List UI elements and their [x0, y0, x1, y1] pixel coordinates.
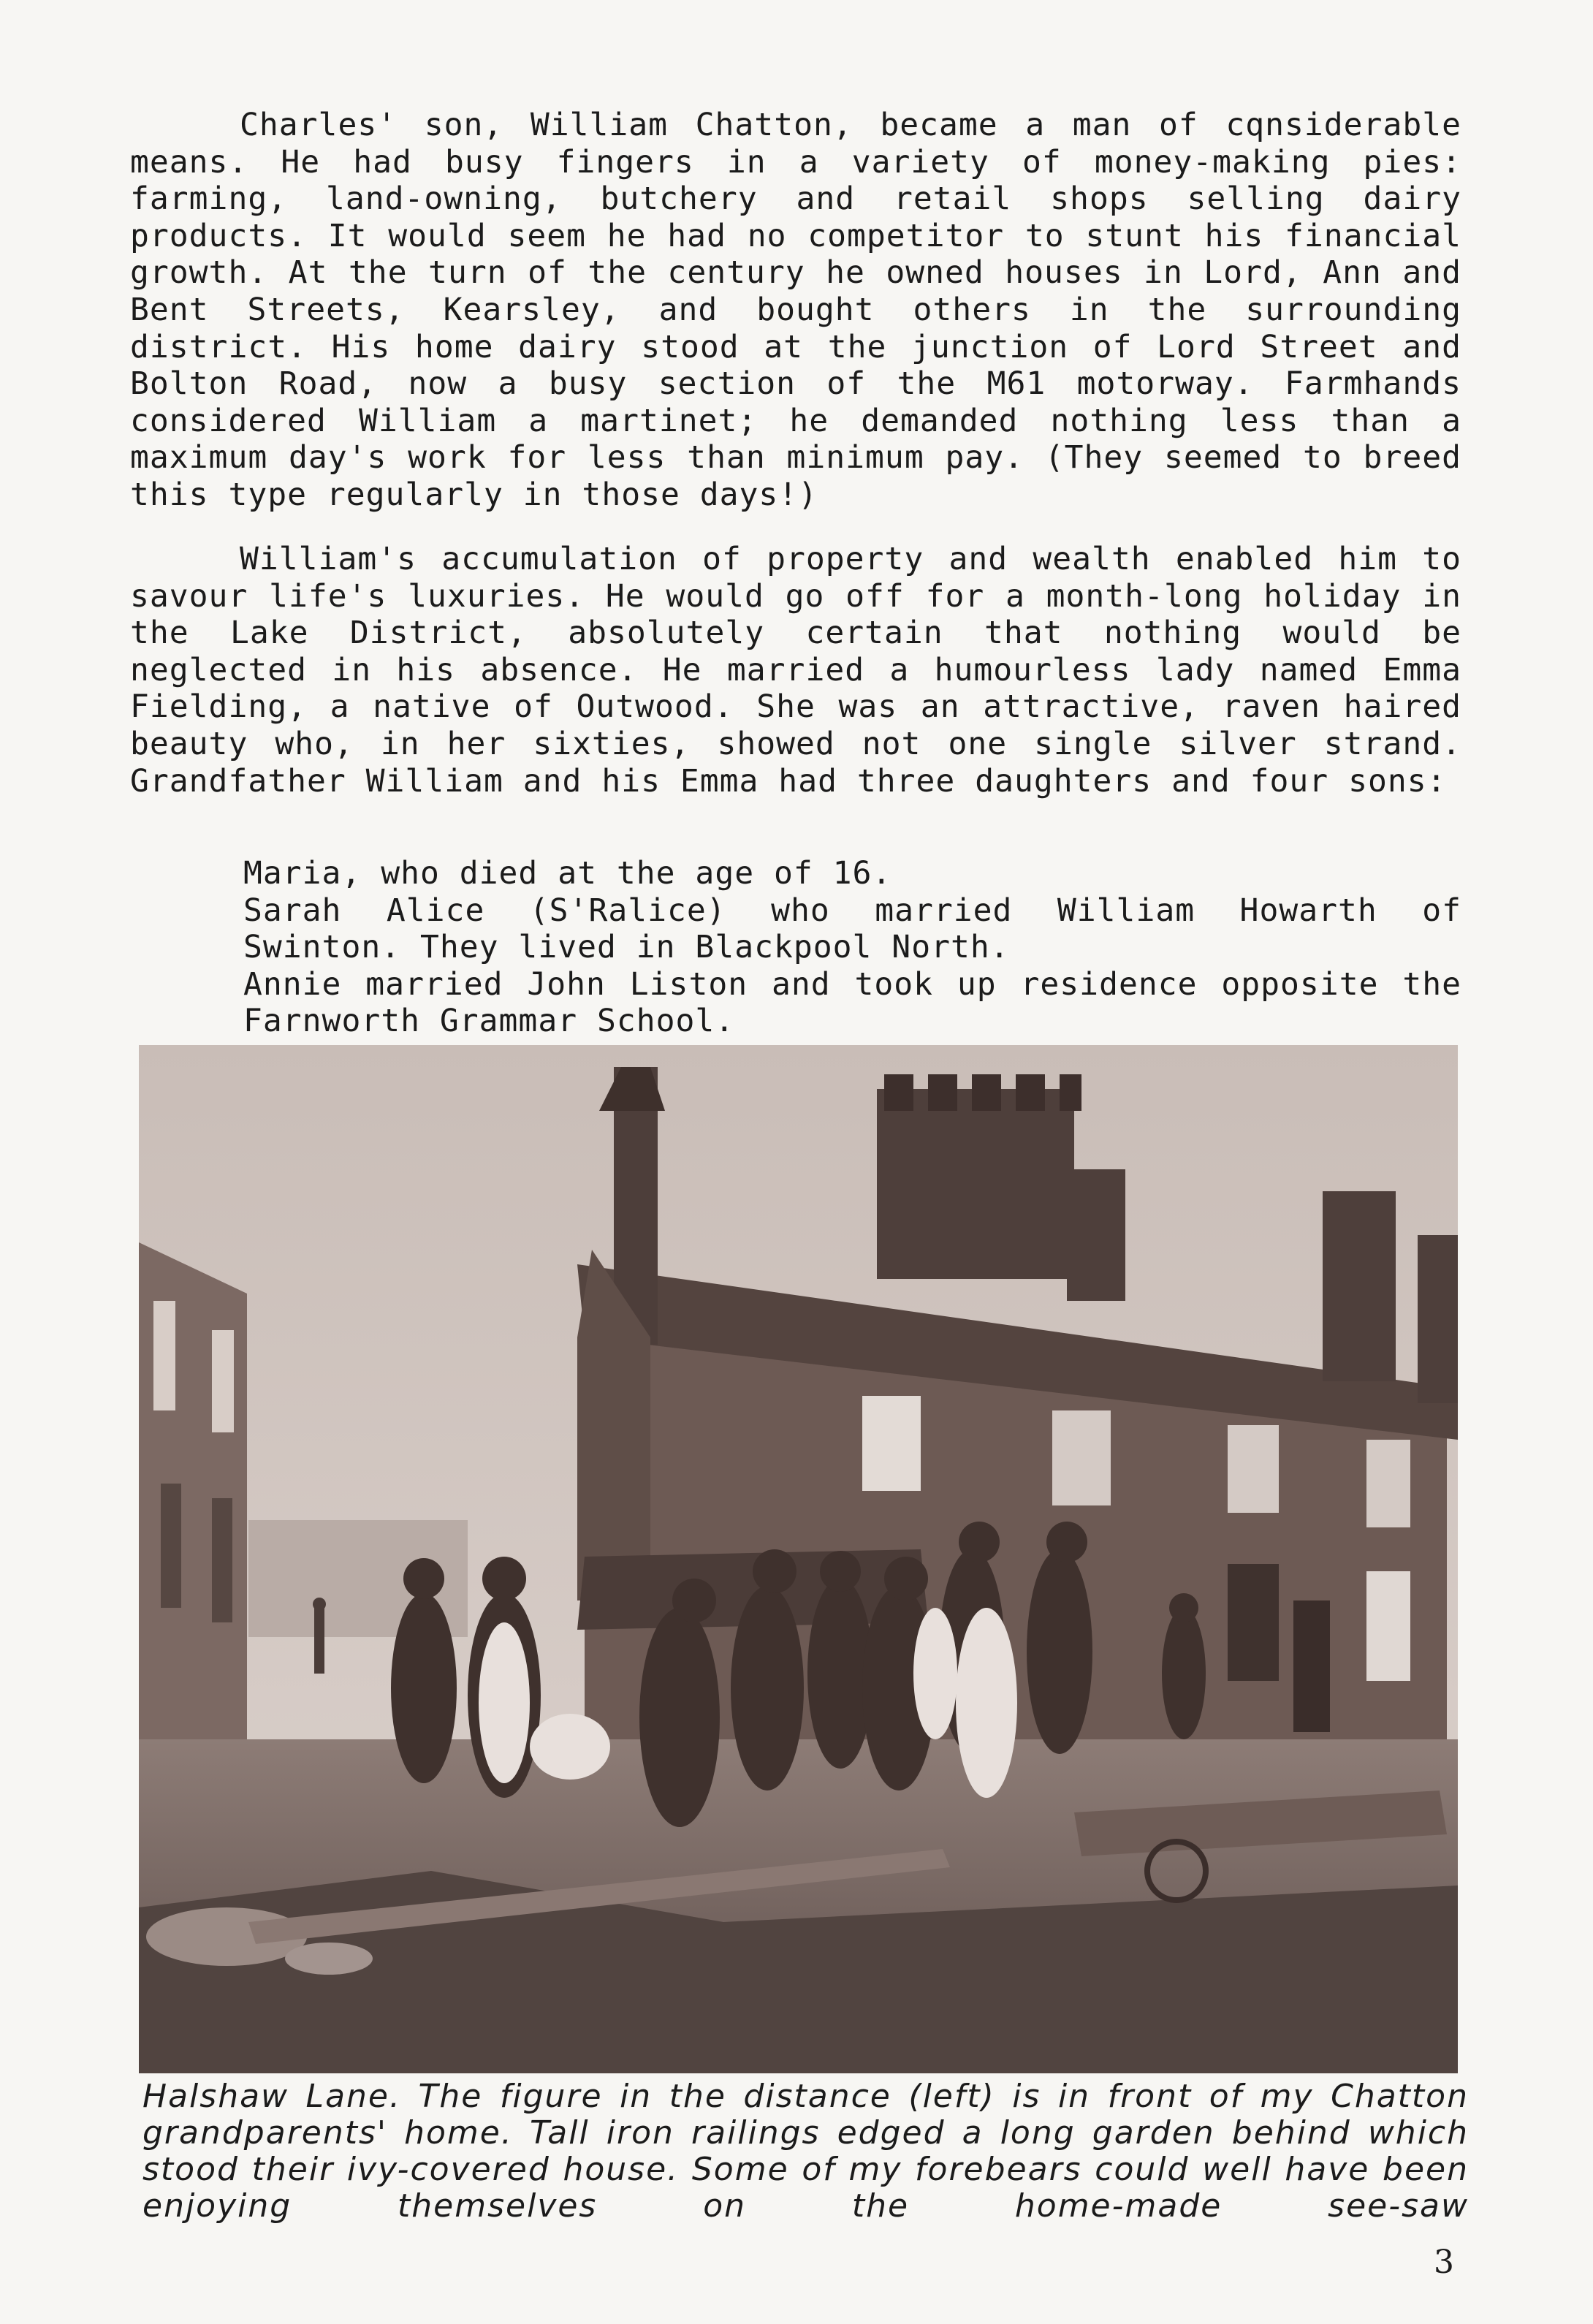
children-list: [243, 855, 1461, 1040]
halshaw-lane-photograph: [139, 1045, 1458, 2073]
list-item-sarah-alice: Sarah Alice (S'Ralice) who married William Howarth of Swinton. They lived in Blackpool North.: [243, 892, 1461, 966]
paragraph-wealth: [130, 541, 1461, 800]
paragraph-text: William's accumulation of property and wealth enabled him to savour life's luxuries. He would go off for a month-long holiday in the Lake District, absolutely certain that nothing would be neglected in his absence. He married a humourless lady named Emma Fielding, a native of Outwood. She was an attractive, raven haired beauty who, in her sixties, showed not one single silver strand. Grandfather William and his Emma had three daughters and four sons:: [130, 541, 1461, 800]
paragraph-text: Charles' son, William Chatton, became a man of cqnsiderable means. He had busy fingers in a variety of money-making pies: farming, land-owning, butchery and retail shops selling dairy products. It would seem he had no competitor to stunt his financial growth. At the turn of the century he owned houses in Lord, Ann and Bent Streets, Kearsley, and bought others in the surrounding district. His home dairy stood at the junction of Lord Street and Bolton Road, now a busy section of the M61 motorway. Farmhands considered William a martinet; he demanded nothing less than a maximum day's work for less than minimum pay. (They seemed to breed this type regularly in those days!): [130, 107, 1461, 513]
page-number: 3: [1434, 2244, 1454, 2281]
list-item-maria: Maria, who died at the age of 16.: [243, 855, 892, 892]
list-item-annie: Annie married John Liston and took up residence opposite the Farnworth Grammar School.: [243, 965, 1461, 1040]
paragraph-william-chatton: [130, 107, 1461, 514]
photo-caption: Halshaw Lane. The figure in the distance (left) is in front of my Chatton grandparents' home. Tall iron railings edged a long garden behind which stood their ivy-covered house. Some of my forebears could well have been enjoying themselves on the home-made see-saw: [142, 2078, 1469, 2225]
photo-illustration: [139, 1045, 1458, 2073]
